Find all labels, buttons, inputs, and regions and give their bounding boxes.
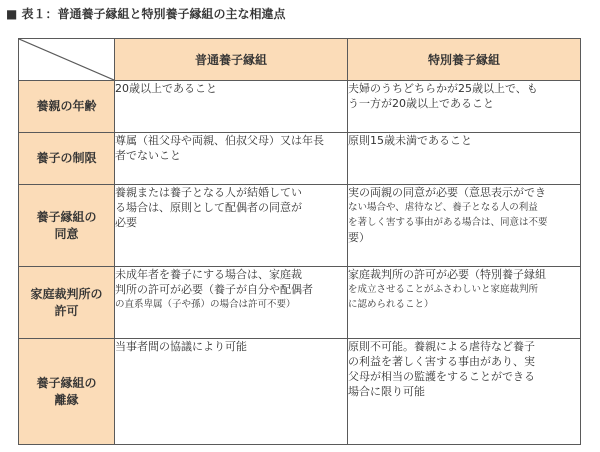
ordinary-cell xyxy=(115,267,348,339)
row-header-label: 養子縁組の xyxy=(36,375,97,390)
row-header xyxy=(19,267,115,339)
column-header-special: 特別養子縁組 xyxy=(348,39,581,81)
ordinary-cell xyxy=(115,133,348,185)
table-row xyxy=(19,81,581,133)
special-cell-text: 実の両親の同意が必要（意思表示ができ xyxy=(348,186,546,199)
table-row xyxy=(19,339,581,445)
comparison-table xyxy=(18,38,581,445)
special-cell-text: 父母が相当の監護をすることができる xyxy=(348,370,535,383)
special-cell-text: 原則15歳未満であること xyxy=(348,134,472,147)
table-row xyxy=(19,133,581,185)
special-cell-text: 要） xyxy=(348,231,370,244)
corner-cell xyxy=(19,39,115,81)
ordinary-cell-text: の直系卑属（子や孫）の場合は許可不要） xyxy=(115,299,296,310)
row-header-label: 同意 xyxy=(54,226,79,241)
ordinary-cell xyxy=(115,81,348,133)
row-header xyxy=(19,339,115,445)
row-header-label: 家庭裁判所の xyxy=(30,286,103,301)
row-header xyxy=(19,133,115,185)
ordinary-cell xyxy=(115,185,348,267)
special-cell xyxy=(348,133,581,185)
ordinary-cell xyxy=(115,339,348,445)
row-header xyxy=(19,185,115,267)
ordinary-cell-text: 判所の許可が必要（養子が自分や配偶者 xyxy=(115,283,313,296)
special-cell xyxy=(348,81,581,133)
ordinary-cell-text: 必要 xyxy=(115,216,137,229)
table-header-row xyxy=(19,39,581,81)
special-cell-text: を著しく害する事由がある場合は、同意は不要 xyxy=(348,217,548,228)
special-cell-text: の利益を著しく害する事由があり、実 xyxy=(348,355,535,368)
special-cell-text: に認められること） xyxy=(348,299,434,310)
special-cell-text: う一方が20歳以上であること xyxy=(348,97,494,110)
special-cell-text: 場合に限り可能 xyxy=(348,385,425,398)
ordinary-cell-text: 当事者間の協議により可能 xyxy=(115,340,247,353)
ordinary-cell-text: 養親または養子となる人が結婚してい xyxy=(115,186,302,199)
special-cell-text: ない場合や、虐待など、養子となる人の利益 xyxy=(348,202,538,213)
row-header xyxy=(19,81,115,133)
table-row xyxy=(19,267,581,339)
special-cell xyxy=(348,185,581,267)
special-cell xyxy=(348,267,581,339)
ordinary-cell-text: 尊属（祖父母や両親、伯叔父母）又は年長 xyxy=(115,134,324,147)
ordinary-cell-text: 未成年者を養子にする場合は、家庭裁 xyxy=(115,268,302,281)
ordinary-cell-text: る場合は、原則として配偶者の同意が xyxy=(115,201,302,214)
row-header-label: 養子の制限 xyxy=(36,151,97,165)
row-header-label: 離縁 xyxy=(54,392,79,407)
row-header-label: 許可 xyxy=(54,303,79,318)
special-cell-text: 家庭裁判所の許可が必要（特別養子縁組 xyxy=(348,268,546,281)
special-cell-text: 原則不可能。養親による虐待など養子 xyxy=(348,340,535,353)
ordinary-cell-text: 者でないこと xyxy=(115,149,181,162)
special-cell xyxy=(348,339,581,445)
column-header-ordinary: 普通養子縁組 xyxy=(115,39,348,81)
table-caption: ■ 表１：普通養子縁組と特別養子縁組の主な相違点 xyxy=(6,7,286,21)
special-cell-text: を成立させることがふさわしいと家庭裁判所 xyxy=(348,284,539,295)
ordinary-cell-text: 20歳以上であること xyxy=(115,82,217,95)
special-cell-text: 夫婦のうちどちらかが25歳以上で、も xyxy=(348,82,538,95)
table-row xyxy=(19,185,581,267)
row-header-label: 養親の年齢 xyxy=(36,99,97,113)
row-header-label: 養子縁組の xyxy=(36,209,97,224)
diagonal-line xyxy=(19,39,114,80)
